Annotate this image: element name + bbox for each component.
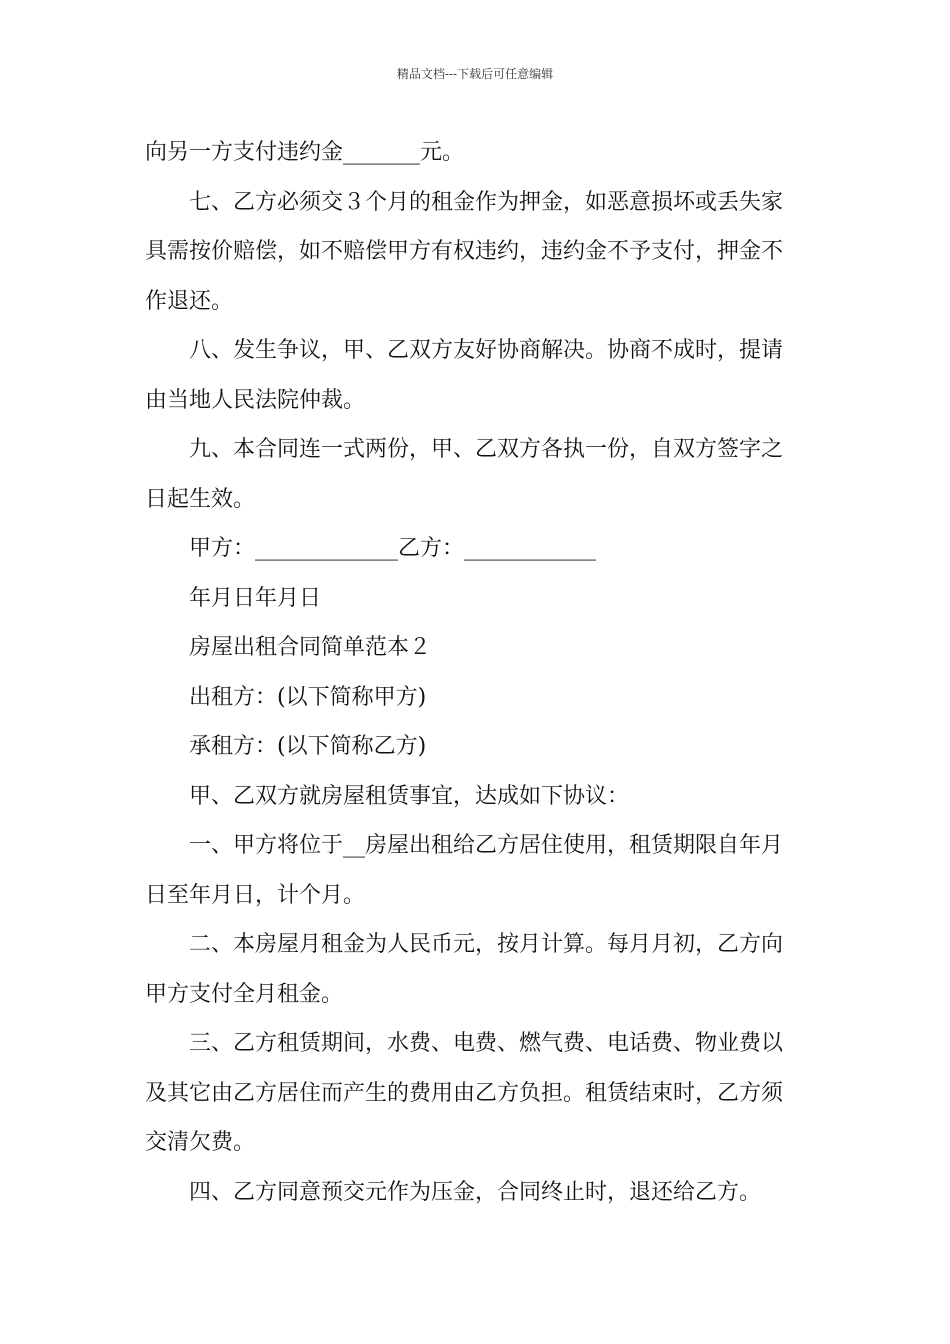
text-line: 甲方支付全月租金。 bbox=[145, 981, 344, 1007]
date-line: 年月日年月日 bbox=[189, 585, 322, 611]
text-line: 及其它由乙方居住而产生的费用由乙方负担。租赁结束时，乙方须 bbox=[145, 1080, 784, 1106]
lessee-line: 承租方：(以下简称乙方) bbox=[189, 734, 427, 759]
page-header: 精品文档---下载后可任意编辑 bbox=[396, 67, 554, 81]
text-line: 日至年月日，计个月。 bbox=[145, 882, 366, 908]
clause-9-line: 九、本合同连一式两份，甲、乙双方各执一份，自双方签字之 bbox=[189, 437, 784, 462]
signature-line: 甲方：_____________乙方：____________ bbox=[189, 536, 597, 561]
clause-7-line: 七、乙方必须交３个月的租金作为押金，如恶意损坏或丢失家 bbox=[189, 189, 784, 215]
text-line: 交清欠费。 bbox=[145, 1130, 256, 1155]
text-line: 日起生效。 bbox=[145, 486, 256, 512]
text-line: 作退还。 bbox=[145, 288, 234, 314]
section-title: 房屋出租合同简单范本２ bbox=[189, 635, 432, 660]
clause-2-line: 二、本房屋月租金为人民币元，按月计算。每月月初，乙方向 bbox=[189, 932, 784, 957]
text-line: 具需按价赔偿，如不赔偿甲方有权违约，违约金不予支付，押金不 bbox=[145, 239, 784, 264]
text-line: 向另一方支付违约金_______元。 bbox=[145, 140, 465, 165]
clause-8-line: 八、发生争议，甲、乙双方友好协商解决。协商不成时，提请 bbox=[189, 338, 784, 363]
clause-4-line: 四、乙方同意预交元作为压金，合同终止时，退还给乙方。 bbox=[189, 1179, 762, 1205]
text-line: 由当地人民法院仲裁。 bbox=[145, 387, 366, 413]
clause-3-line: 三、乙方租赁期间，水费、电费、燃气费、电话费、物业费以 bbox=[189, 1031, 784, 1056]
clause-1-line: 一、甲方将位于__房屋出租给乙方居住使用，租赁期限自年月 bbox=[189, 833, 784, 858]
lessor-line: 出租方：(以下简称甲方) bbox=[189, 684, 427, 710]
document-body bbox=[145, 128, 810, 1217]
agreement-intro: 甲、乙双方就房屋租赁事宜，达成如下协议： bbox=[189, 783, 630, 809]
